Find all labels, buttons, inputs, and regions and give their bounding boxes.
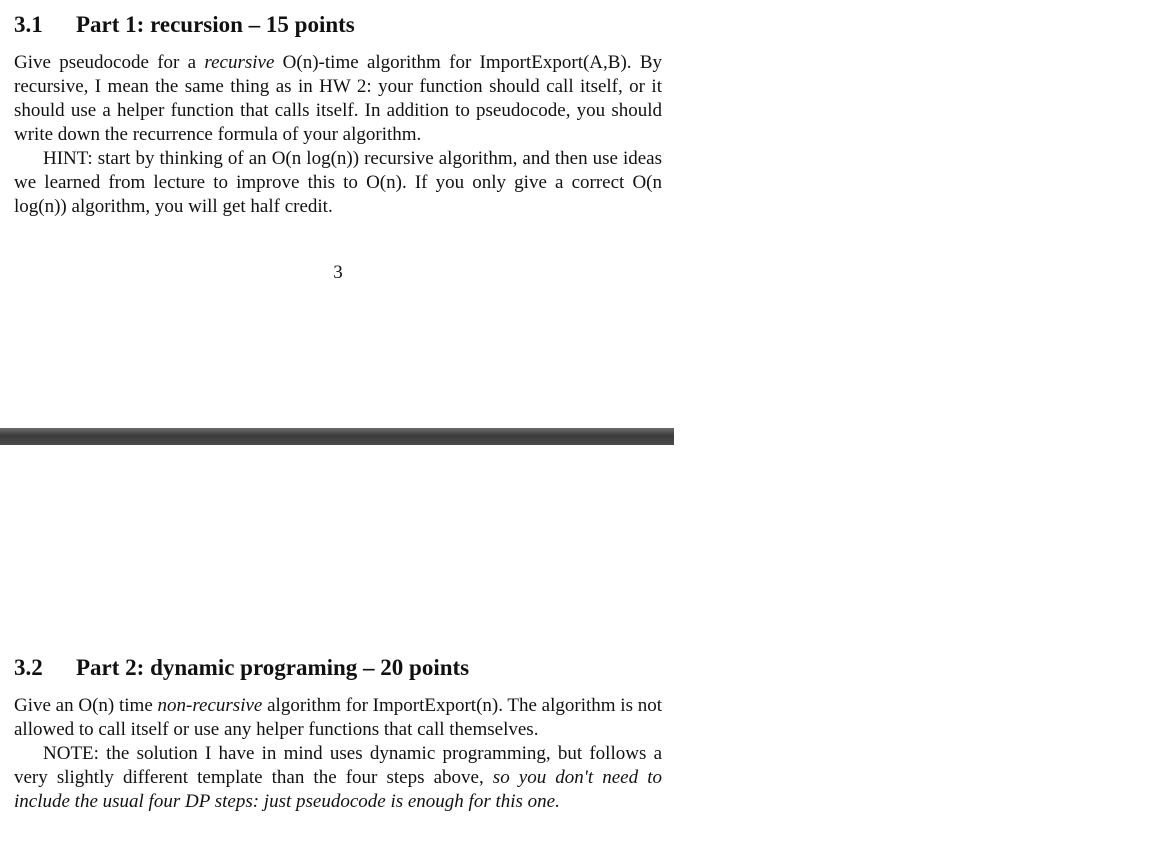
page-separator [0,428,674,445]
section-3-1-body [14,51,662,219]
pdf-page-3 [0,0,674,428]
page-number: 3 [333,262,343,283]
section-number: 3.2 [14,655,43,680]
pdf-page-4 [0,445,674,864]
text-run: Give pseudocode for a [14,52,205,73]
hint-paragraph: HINT: start by thinking of an O(n log(n)) recursive algorithm, and then use ideas we learned from lecture to improve this to O(n). If you only give a correct O(n log(n)) algorithm, you will get half credit. [14,148,662,217]
section-title: Part 2: dynamic programing – 20 points [76,655,470,680]
text-run: algorithm for ImportExport(n). The algorithm is not allowed to call itself or use any helper functions that call themselves. [14,695,663,740]
paragraph [14,51,662,147]
section-number: 3.1 [14,12,43,37]
emphasis-text: so you don't need to include the usual four DP steps: just pseudocode is enough for this one. [14,767,662,812]
note-paragraph [14,742,662,814]
paragraph [14,694,662,742]
section-heading-3-2 [14,655,469,681]
section-3-2-body [14,694,662,814]
text-run: NOTE: the solution I have in mind uses dynamic programming, but follows a very slightly different template than the four steps above, [14,743,662,788]
emphasis-text: non-recursive [157,695,263,716]
text-run: O(n)-time algorithm for ImportExport(A,B). By recursive, I mean the same thing as in HW 2: your function should call itself, or it should use a helper function that calls itself. In addition to pseudocode, you should write down the recurrence formula of your algorithm. [14,52,662,145]
section-heading-3-1 [14,12,355,38]
section-title: Part 1: recursion – 15 points [76,12,355,37]
text-run: Give an O(n) time [14,695,158,716]
emphasis-text: recursive [204,52,275,73]
